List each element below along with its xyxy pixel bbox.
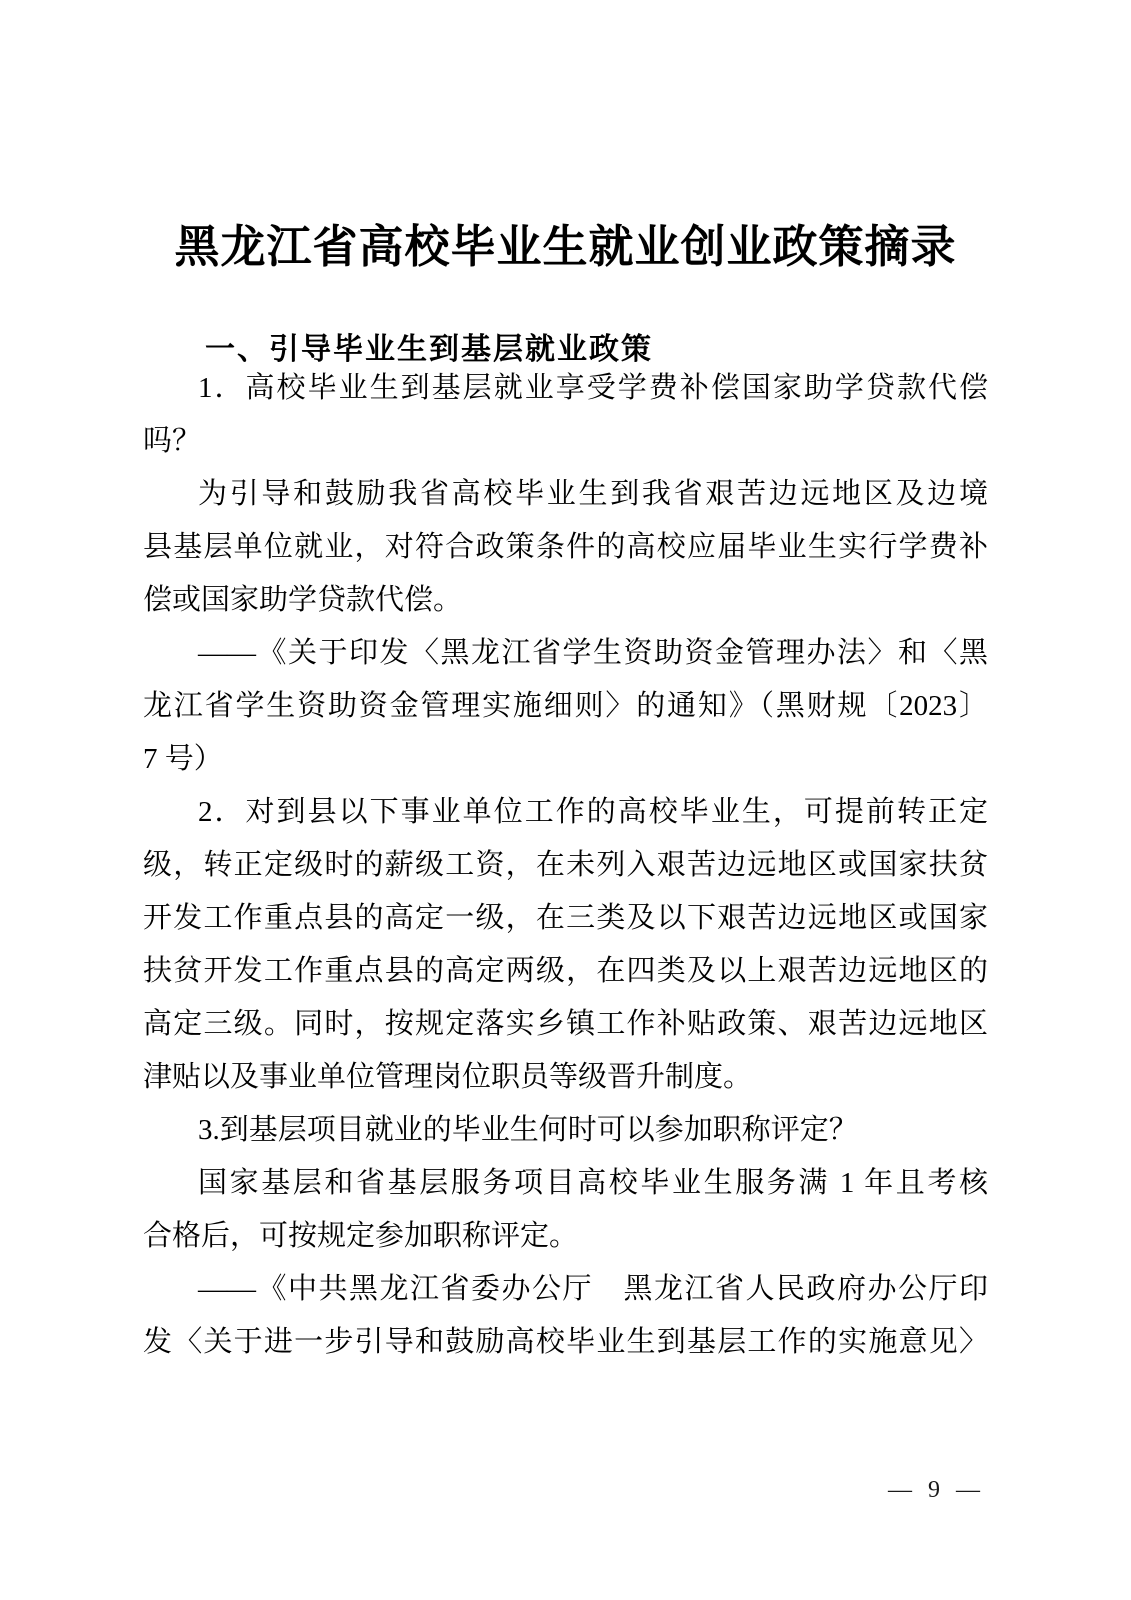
body-line-3: 为引导和鼓励我省高校毕业生到我省艰苦边远地区及边境 — [198, 478, 988, 510]
page-number — [888, 1477, 980, 1504]
body-line-16: 国家基层和省基层服务项目高校毕业生服务满 1 年且考核 — [198, 1167, 988, 1199]
body-line-1: 1．高校毕业生到基层就业享受学费补偿国家助学贷款代偿 — [198, 372, 988, 404]
body-line-5: 偿或国家助学贷款代偿。 — [143, 584, 463, 616]
body-line-18: ——《中共黑龙江省委办公厅 黑龙江省人民政府办公厅印 — [198, 1273, 988, 1305]
body-line-10: 级，转正定级时的薪级工资，在未列入艰苦边远地区或国家扶贫 — [143, 849, 988, 881]
document-body — [143, 362, 988, 1369]
document-title: 黑龙江省高校毕业生就业创业政策摘录 — [174, 222, 957, 273]
footer-dash-left: — — [888, 1477, 912, 1503]
body-line-19: 发〈关于进一步引导和鼓励高校毕业生到基层工作的实施意见〉 — [143, 1326, 988, 1358]
body-line-17: 合格后，可按规定参加职称评定。 — [143, 1220, 579, 1252]
body-line-4: 县基层单位就业，对符合政策条件的高校应届毕业生实行学费补 — [143, 531, 988, 563]
footer-page-number: 9 — [928, 1477, 940, 1503]
body-line-9: 2．对到县以下事业单位工作的高校毕业生，可提前转正定 — [198, 796, 988, 828]
body-line-11: 开发工作重点县的高定一级，在三类及以下艰苦边远地区或国家 — [143, 902, 988, 934]
body-line-15: 3.到基层项目就业的毕业生何时可以参加职称评定？ — [198, 1114, 858, 1146]
body-line-2: 吗？ — [143, 425, 202, 457]
footer-dash-right: — — [956, 1477, 980, 1503]
body-line-6: ——《关于印发〈黑龙江省学生资助资金管理办法〉和〈黑 — [198, 637, 988, 669]
body-line-12: 扶贫开发工作重点县的高定两级，在四类及以上艰苦边远地区的 — [143, 955, 988, 987]
body-line-8: 7 号） — [143, 743, 223, 775]
section-heading: 一、引导毕业生到基层就业政策 — [205, 332, 653, 366]
body-line-14: 津贴以及事业单位管理岗位职员等级晋升制度。 — [143, 1061, 753, 1093]
body-line-7: 龙江省学生资助资金管理实施细则〉的通知》（黑财规〔2023〕 — [143, 690, 988, 722]
body-line-13: 高定三级。同时，按规定落实乡镇工作补贴政策、艰苦边远地区 — [143, 1008, 988, 1040]
